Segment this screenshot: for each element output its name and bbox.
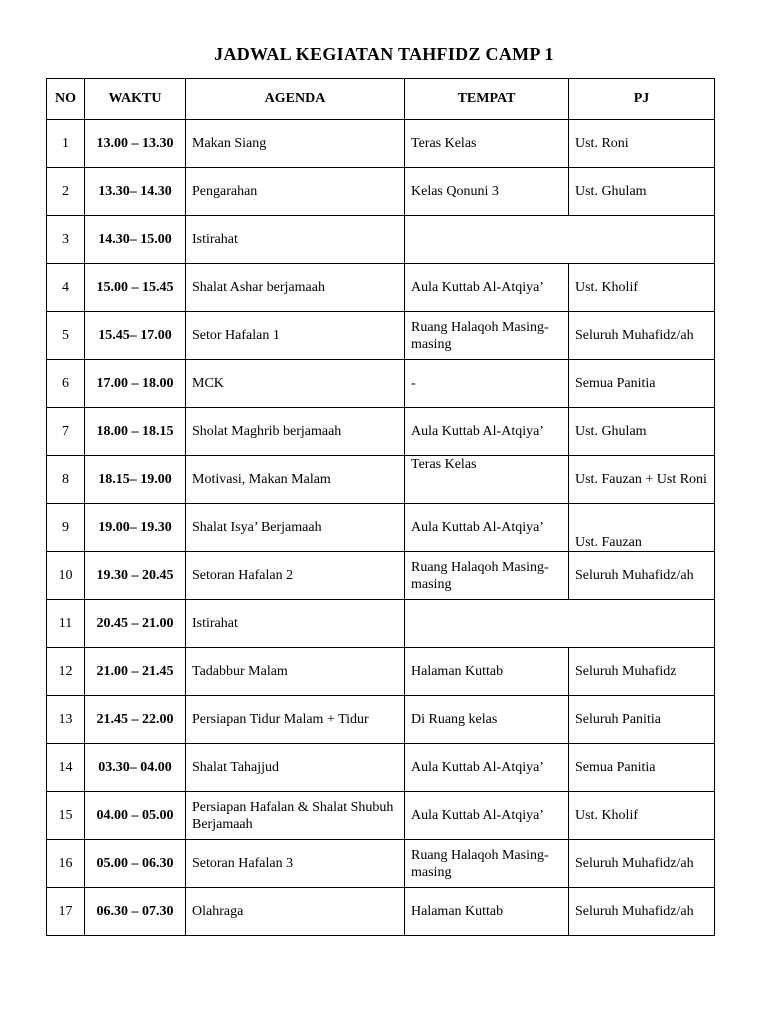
cell-waktu: 21.45 – 22.00 — [85, 696, 186, 744]
cell-tempat: Di Ruang kelas — [405, 696, 569, 744]
cell-agenda: Shalat Isya’ Berjamaah — [186, 504, 405, 552]
cell-tempat: Ruang Halaqoh Masing-masing — [405, 840, 569, 888]
cell-agenda: Pengarahan — [186, 168, 405, 216]
cell-no: 16 — [47, 840, 85, 888]
cell-no: 3 — [47, 216, 85, 264]
cell-waktu: 14.30– 15.00 — [85, 216, 186, 264]
cell-agenda: Istirahat — [186, 600, 405, 648]
cell-pj: Seluruh Muhafidz — [569, 648, 715, 696]
cell-no: 11 — [47, 600, 85, 648]
table-row — [47, 792, 715, 840]
cell-agenda: Setor Hafalan 1 — [186, 312, 405, 360]
table-row — [47, 840, 715, 888]
table-row — [47, 648, 715, 696]
cell-no: 4 — [47, 264, 85, 312]
cell-waktu: 13.30– 14.30 — [85, 168, 186, 216]
cell-agenda: Motivasi, Makan Malam — [186, 456, 405, 504]
cell-empty-merged — [405, 216, 715, 264]
cell-no: 15 — [47, 792, 85, 840]
cell-tempat: Aula Kuttab Al-Atqiya’ — [405, 744, 569, 792]
table-row — [47, 696, 715, 744]
cell-pj: Ust. Kholif — [569, 264, 715, 312]
cell-agenda: Olahraga — [186, 888, 405, 936]
cell-waktu: 05.00 – 06.30 — [85, 840, 186, 888]
table-row — [47, 504, 715, 552]
cell-no: 12 — [47, 648, 85, 696]
cell-tempat: Aula Kuttab Al-Atqiya’ — [405, 408, 569, 456]
header-tempat: TEMPAT — [405, 79, 569, 120]
cell-agenda: Persiapan Hafalan & Shalat Shubuh Berjamaah — [186, 792, 405, 840]
cell-tempat: Teras Kelas — [405, 456, 569, 504]
cell-tempat: - — [405, 360, 569, 408]
cell-tempat: Aula Kuttab Al-Atqiya’ — [405, 504, 569, 552]
cell-waktu: 21.00 – 21.45 — [85, 648, 186, 696]
cell-agenda: MCK — [186, 360, 405, 408]
cell-tempat: Aula Kuttab Al-Atqiya’ — [405, 264, 569, 312]
cell-agenda: Makan Siang — [186, 120, 405, 168]
cell-waktu: 03.30– 04.00 — [85, 744, 186, 792]
header-pj: PJ — [569, 79, 715, 120]
cell-no: 7 — [47, 408, 85, 456]
table-row — [47, 888, 715, 936]
header-waktu: WAKTU — [85, 79, 186, 120]
cell-agenda: Istirahat — [186, 216, 405, 264]
cell-pj: Ust. Fauzan + Ust Roni — [569, 456, 715, 504]
table-row — [47, 216, 715, 264]
cell-waktu: 15.00 – 15.45 — [85, 264, 186, 312]
cell-waktu: 13.00 – 13.30 — [85, 120, 186, 168]
table-row — [47, 408, 715, 456]
cell-no: 8 — [47, 456, 85, 504]
cell-pj: Semua Panitia — [569, 744, 715, 792]
cell-agenda: Sholat Maghrib berjamaah — [186, 408, 405, 456]
document-title: JADWAL KEGIATAN TAHFIDZ CAMP 1 — [214, 44, 554, 64]
cell-waktu: 06.30 – 07.30 — [85, 888, 186, 936]
table-row — [47, 168, 715, 216]
cell-agenda: Persiapan Tidur Malam + Tidur — [186, 696, 405, 744]
cell-pj: Ust. Fauzan — [569, 504, 715, 552]
table-row — [47, 552, 715, 600]
cell-tempat: Kelas Qonuni 3 — [405, 168, 569, 216]
cell-no: 13 — [47, 696, 85, 744]
table-header-row — [47, 79, 715, 120]
table-row — [47, 744, 715, 792]
cell-agenda: Setoran Hafalan 2 — [186, 552, 405, 600]
cell-pj: Ust. Ghulam — [569, 408, 715, 456]
table-row — [47, 264, 715, 312]
cell-waktu: 18.15– 19.00 — [85, 456, 186, 504]
cell-pj: Semua Panitia — [569, 360, 715, 408]
schedule-table — [46, 78, 715, 936]
cell-pj: Ust. Ghulam — [569, 168, 715, 216]
cell-pj: Seluruh Panitia — [569, 696, 715, 744]
cell-tempat: Ruang Halaqoh Masing-masing — [405, 312, 569, 360]
cell-pj: Ust. Roni — [569, 120, 715, 168]
cell-tempat: Aula Kuttab Al-Atqiya’ — [405, 792, 569, 840]
cell-agenda: Shalat Tahajjud — [186, 744, 405, 792]
cell-agenda: Setoran Hafalan 3 — [186, 840, 405, 888]
table-row — [47, 120, 715, 168]
cell-pj: Seluruh Muhafidz/ah — [569, 552, 715, 600]
cell-waktu: 19.00– 19.30 — [85, 504, 186, 552]
table-row — [47, 600, 715, 648]
table-row — [47, 360, 715, 408]
cell-pj: Seluruh Muhafidz/ah — [569, 888, 715, 936]
cell-no: 9 — [47, 504, 85, 552]
cell-agenda: Tadabbur Malam — [186, 648, 405, 696]
cell-pj: Ust. Kholif — [569, 792, 715, 840]
cell-waktu: 15.45– 17.00 — [85, 312, 186, 360]
header-no: NO — [47, 79, 85, 120]
cell-no: 6 — [47, 360, 85, 408]
cell-no: 2 — [47, 168, 85, 216]
table-row — [47, 312, 715, 360]
cell-waktu: 17.00 – 18.00 — [85, 360, 186, 408]
cell-agenda: Shalat Ashar berjamaah — [186, 264, 405, 312]
cell-tempat: Halaman Kuttab — [405, 888, 569, 936]
cell-waktu: 04.00 – 05.00 — [85, 792, 186, 840]
cell-no: 1 — [47, 120, 85, 168]
cell-empty-merged — [405, 600, 715, 648]
cell-no: 14 — [47, 744, 85, 792]
cell-no: 17 — [47, 888, 85, 936]
table-row — [47, 456, 715, 504]
cell-waktu: 18.00 – 18.15 — [85, 408, 186, 456]
cell-pj: Seluruh Muhafidz/ah — [569, 312, 715, 360]
cell-tempat: Ruang Halaqoh Masing-masing — [405, 552, 569, 600]
header-agenda: AGENDA — [186, 79, 405, 120]
cell-waktu: 19.30 – 20.45 — [85, 552, 186, 600]
cell-tempat: Halaman Kuttab — [405, 648, 569, 696]
cell-no: 10 — [47, 552, 85, 600]
cell-pj: Seluruh Muhafidz/ah — [569, 840, 715, 888]
cell-waktu: 20.45 – 21.00 — [85, 600, 186, 648]
cell-tempat: Teras Kelas — [405, 120, 569, 168]
cell-no: 5 — [47, 312, 85, 360]
